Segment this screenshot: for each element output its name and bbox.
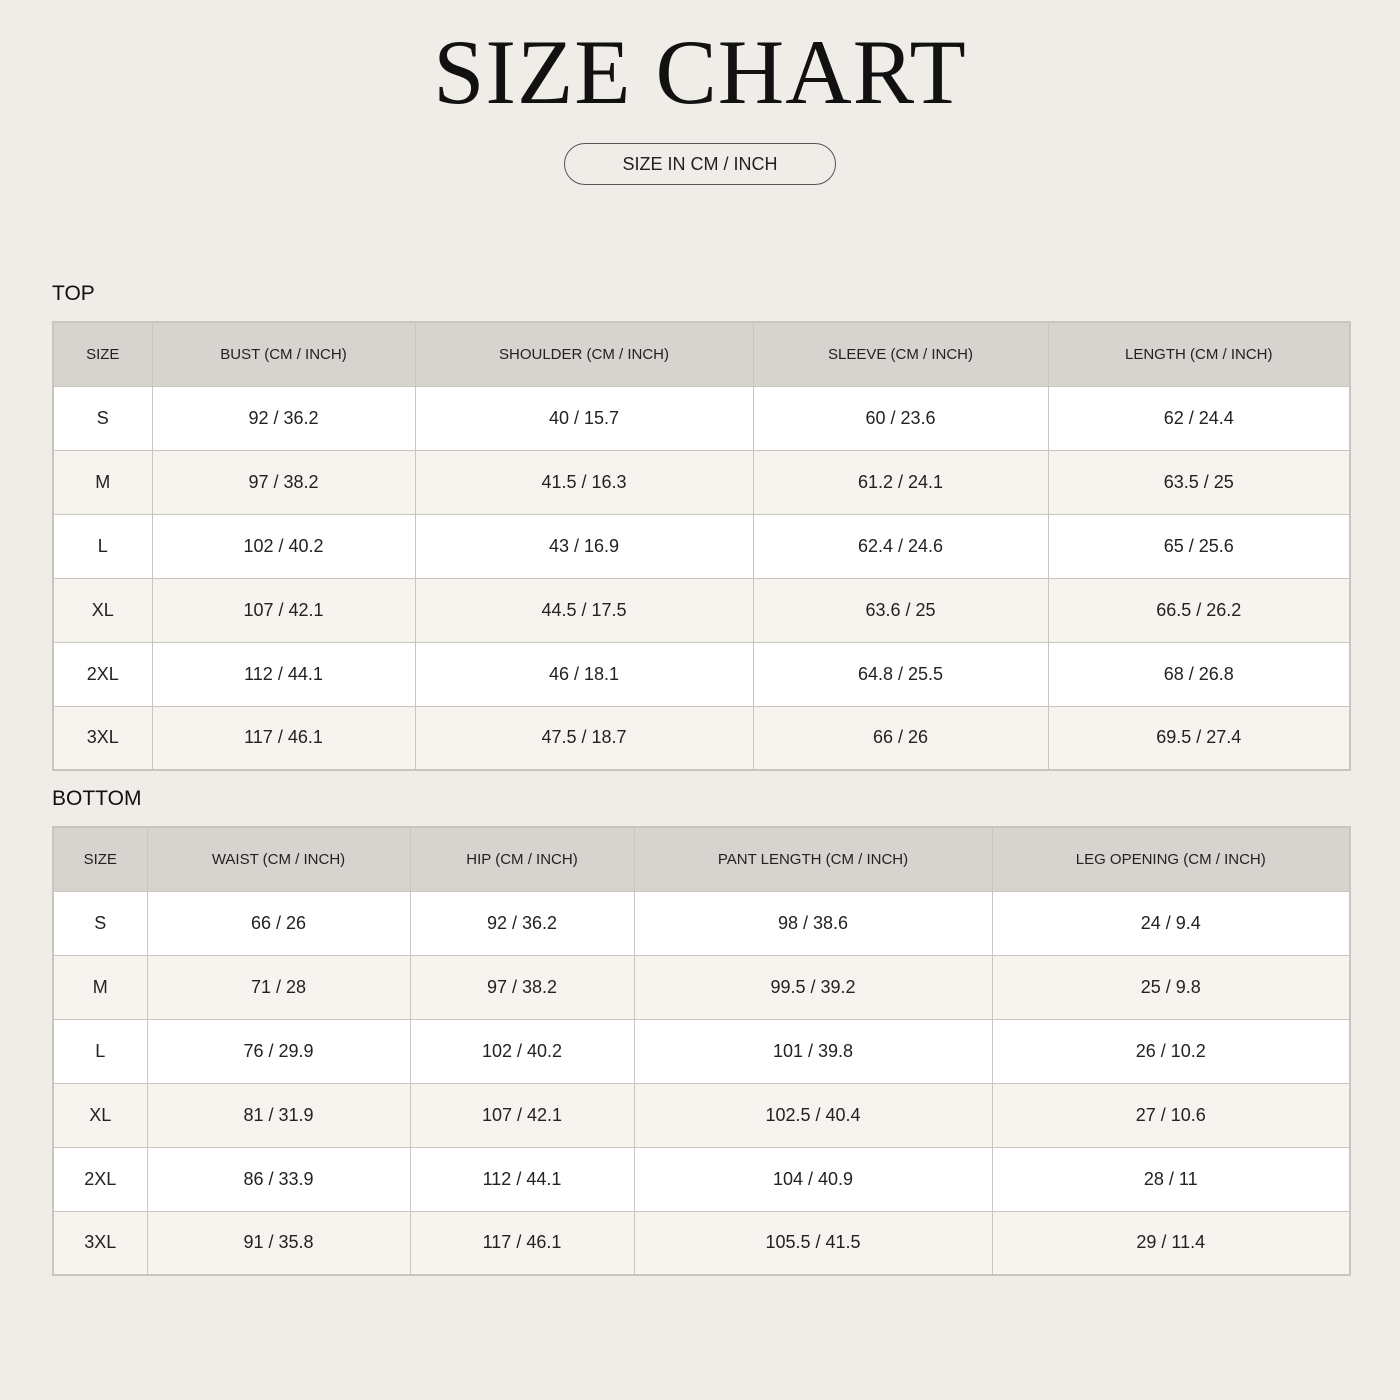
table-cell: 2XL [53, 642, 152, 706]
table-cell: S [53, 386, 152, 450]
table-cell: 91 / 35.8 [147, 1211, 410, 1275]
table-cell: 104 / 40.9 [634, 1147, 992, 1211]
table-cell: 65 / 25.6 [1048, 514, 1350, 578]
table-header-row [53, 322, 1350, 386]
table-cell: 64.8 / 25.5 [753, 642, 1048, 706]
table-cell: 43 / 16.9 [415, 514, 753, 578]
table-cell: 69.5 / 27.4 [1048, 706, 1350, 770]
table-cell: 2XL [53, 1147, 147, 1211]
table-cell: M [53, 955, 147, 1019]
table-cell: 61.2 / 24.1 [753, 450, 1048, 514]
table-cell: 25 / 9.8 [992, 955, 1350, 1019]
table-cell: 92 / 36.2 [410, 891, 634, 955]
table-cell: 117 / 46.1 [152, 706, 415, 770]
table-cell: 3XL [53, 706, 152, 770]
table-cell: 102 / 40.2 [152, 514, 415, 578]
header-size: SIZE [53, 827, 147, 891]
table-cell: 97 / 38.2 [152, 450, 415, 514]
header-bust: BUST (CM / INCH) [152, 322, 415, 386]
header-pant-length: PANT LENGTH (CM / INCH) [634, 827, 992, 891]
page-title: SIZE CHART [433, 21, 967, 123]
header-shoulder: SHOULDER (CM / INCH) [415, 322, 753, 386]
table-cell: 71 / 28 [147, 955, 410, 1019]
header-length: LENGTH (CM / INCH) [1048, 322, 1350, 386]
table-cell: L [53, 1019, 147, 1083]
table-row [53, 706, 1350, 770]
table-cell: L [53, 514, 152, 578]
table-header-row [53, 827, 1350, 891]
table-cell: 26 / 10.2 [992, 1019, 1350, 1083]
table-cell: 99.5 / 39.2 [634, 955, 992, 1019]
table-row [53, 955, 1350, 1019]
table-cell: 62.4 / 24.6 [753, 514, 1048, 578]
table-cell: 63.5 / 25 [1048, 450, 1350, 514]
table-cell: 41.5 / 16.3 [415, 450, 753, 514]
header-sleeve: SLEEVE (CM / INCH) [753, 322, 1048, 386]
header-size: SIZE [53, 322, 152, 386]
table-row [53, 1211, 1350, 1275]
table-cell: 28 / 11 [992, 1147, 1350, 1211]
table-row [53, 642, 1350, 706]
table-cell: 112 / 44.1 [410, 1147, 634, 1211]
table-cell: 66.5 / 26.2 [1048, 578, 1350, 642]
table-cell: 3XL [53, 1211, 147, 1275]
table-cell: M [53, 450, 152, 514]
table-row [53, 514, 1350, 578]
table-row [53, 450, 1350, 514]
table-cell: 27 / 10.6 [992, 1083, 1350, 1147]
table-cell: 97 / 38.2 [410, 955, 634, 1019]
table-cell: 44.5 / 17.5 [415, 578, 753, 642]
table-row [53, 891, 1350, 955]
table-cell: 46 / 18.1 [415, 642, 753, 706]
table-cell: 92 / 36.2 [152, 386, 415, 450]
table-cell: 40 / 15.7 [415, 386, 753, 450]
table-cell: 98 / 38.6 [634, 891, 992, 955]
table-cell: XL [53, 578, 152, 642]
table-cell: 117 / 46.1 [410, 1211, 634, 1275]
bottom-size-table [52, 826, 1351, 1276]
table-row [53, 386, 1350, 450]
header-waist: WAIST (CM / INCH) [147, 827, 410, 891]
table-row [53, 1083, 1350, 1147]
table-cell: 63.6 / 25 [753, 578, 1048, 642]
header-leg-opening: LEG OPENING (CM / INCH) [992, 827, 1350, 891]
top-section-label: TOP [52, 282, 95, 305]
table-cell: 101 / 39.8 [634, 1019, 992, 1083]
header-hip: HIP (CM / INCH) [410, 827, 634, 891]
table-row [53, 1147, 1350, 1211]
table-cell: 24 / 9.4 [992, 891, 1350, 955]
bottom-section-label: BOTTOM [52, 787, 142, 810]
table-cell: 102 / 40.2 [410, 1019, 634, 1083]
table-row [53, 578, 1350, 642]
table-cell: 29 / 11.4 [992, 1211, 1350, 1275]
table-cell: 105.5 / 41.5 [634, 1211, 992, 1275]
table-cell: 81 / 31.9 [147, 1083, 410, 1147]
table-cell: S [53, 891, 147, 955]
table-cell: 107 / 42.1 [152, 578, 415, 642]
table-cell: 47.5 / 18.7 [415, 706, 753, 770]
table-cell: 86 / 33.9 [147, 1147, 410, 1211]
table-cell: 68 / 26.8 [1048, 642, 1350, 706]
table-cell: 66 / 26 [753, 706, 1048, 770]
table-cell: 107 / 42.1 [410, 1083, 634, 1147]
table-cell: 102.5 / 40.4 [634, 1083, 992, 1147]
top-size-table [52, 321, 1351, 771]
table-cell: 62 / 24.4 [1048, 386, 1350, 450]
table-cell: 66 / 26 [147, 891, 410, 955]
table-cell: 112 / 44.1 [152, 642, 415, 706]
table-cell: XL [53, 1083, 147, 1147]
unit-badge: SIZE IN CM / INCH [564, 143, 836, 185]
table-cell: 76 / 29.9 [147, 1019, 410, 1083]
table-row [53, 1019, 1350, 1083]
table-cell: 60 / 23.6 [753, 386, 1048, 450]
